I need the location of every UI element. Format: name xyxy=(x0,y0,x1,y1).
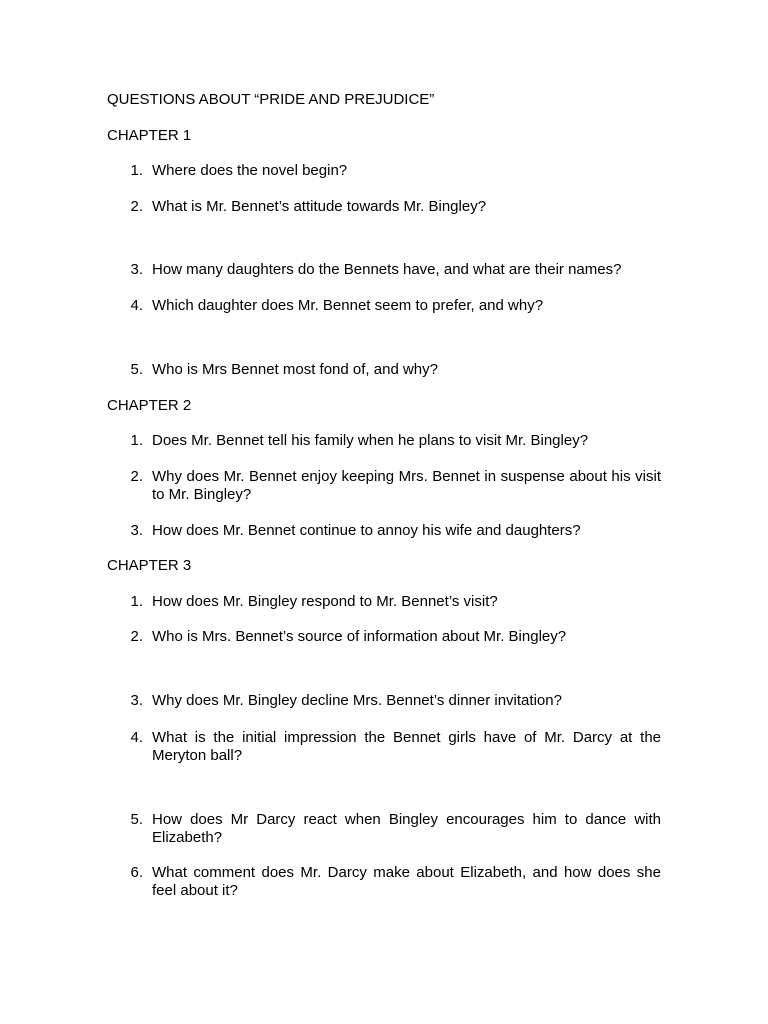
question-number: 1. xyxy=(130,432,143,449)
question-text: Does Mr. Bennet tell his family when he plans to visit Mr. Bingley? xyxy=(152,432,589,449)
question-text: How does Mr Darcy react when Bingley encourages him to dance with Elizabeth? xyxy=(152,811,661,846)
question-text: How does Mr. Bingley respond to Mr. Bennet’s visit? xyxy=(152,593,498,610)
question-number: 4. xyxy=(130,729,143,746)
question-number: 2. xyxy=(130,628,143,645)
question-number: 3. xyxy=(130,692,143,709)
document-title: QUESTIONS ABOUT “PRIDE AND PREJUDICE” xyxy=(107,91,435,108)
question-text: Why does Mr. Bingley decline Mrs. Bennet’s dinner invitation? xyxy=(152,692,562,709)
question-text: How many daughters do the Bennets have, and what are their names? xyxy=(152,261,622,278)
question-text: What comment does Mr. Darcy make about Elizabeth, and how does she feel about it? xyxy=(152,864,661,899)
question-number: 2. xyxy=(130,468,143,485)
question-text: How does Mr. Bennet continue to annoy his wife and daughters? xyxy=(152,522,581,539)
question-text: Who is Mrs. Bennet’s source of information about Mr. Bingley? xyxy=(152,628,567,645)
question-number: 3. xyxy=(130,522,143,539)
chapter-1-heading: CHAPTER 1 xyxy=(107,127,192,144)
chapter-3-heading: CHAPTER 3 xyxy=(107,557,192,574)
question-text: Who is Mrs Bennet most fond of, and why? xyxy=(152,361,438,378)
question-text: Why does Mr. Bennet enjoy keeping Mrs. Bennet in suspense about his visit to Mr. Bingley? xyxy=(152,468,661,503)
question-text: Which daughter does Mr. Bennet seem to prefer, and why? xyxy=(152,297,544,314)
question-number: 4. xyxy=(130,297,143,314)
question-number: 6. xyxy=(130,864,143,881)
question-number: 2. xyxy=(130,198,143,215)
question-number: 3. xyxy=(130,261,143,278)
chapter-2-heading: CHAPTER 2 xyxy=(107,397,192,414)
question-number: 1. xyxy=(130,593,143,610)
question-number: 1. xyxy=(130,162,143,179)
question-text: What is the initial impression the Bennet girls have of Mr. Darcy at the Meryton ball? xyxy=(152,729,661,764)
question-number: 5. xyxy=(130,361,143,378)
question-text: Where does the novel begin? xyxy=(152,162,348,179)
question-number: 5. xyxy=(130,811,143,828)
question-text: What is Mr. Bennet’s attitude towards Mr. Bingley? xyxy=(152,198,487,215)
